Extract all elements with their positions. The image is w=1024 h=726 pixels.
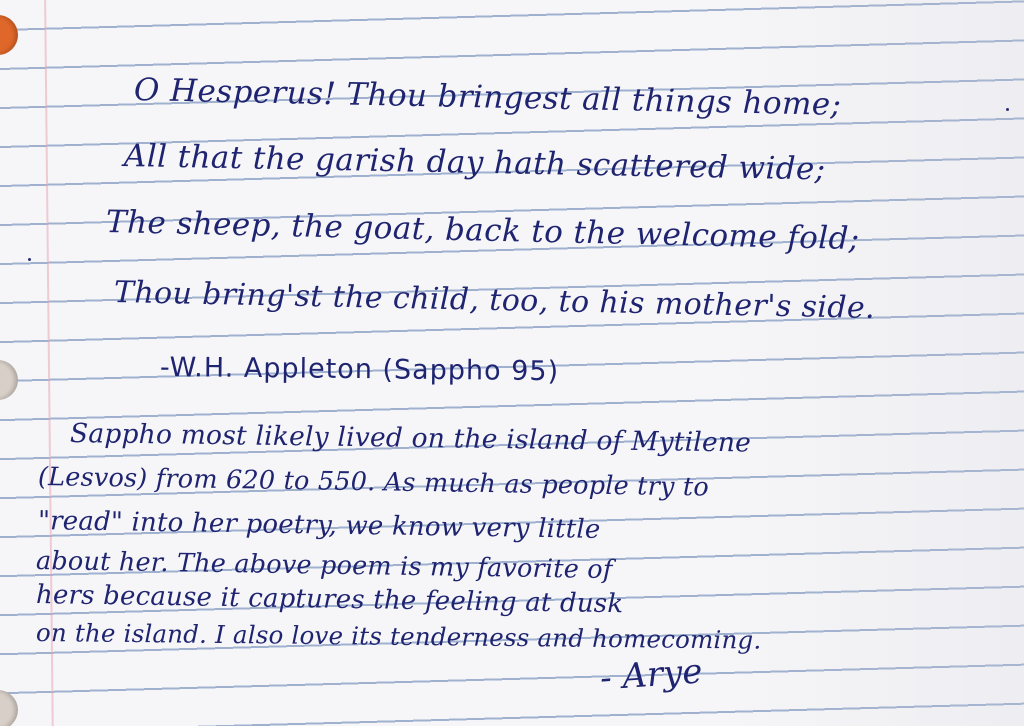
note-line-5: hers because it captures the feeling at dusk (35, 580, 624, 620)
poem-line-3: The sheep, the goat, back to the welcome fold; (105, 204, 861, 258)
binder-hole (0, 690, 18, 726)
poem-line-4: Thou bring'st the child, too, to his mother's side. (113, 275, 876, 326)
signature (599, 651, 704, 698)
binder-hole (0, 360, 18, 400)
binder-hole (0, 15, 18, 55)
ink-dot (1006, 108, 1009, 111)
ink-dot (28, 258, 31, 261)
poem-line-2: All that the garish day hath scattered wide; (123, 138, 826, 188)
poem-attribution: -W.H. Appleton (Sappho 95) (159, 352, 560, 388)
note-line-3: "read" into her poetry, we know very little (37, 506, 601, 545)
note-line-2: (Lesvos) from 620 to 550. As much as people try to (37, 462, 710, 503)
signature-text: - Arye (598, 651, 704, 699)
poem-line-1: O Hesperus! Thou bringest all things home; (133, 72, 842, 123)
margin-line (44, 0, 54, 726)
note-line-1: Sappho most likely lived on the island of Mytilene (69, 418, 752, 459)
note-line-6: on the island. I also love its tenderness and homecoming. (35, 618, 762, 655)
note-line-4: about her. The above poem is my favorite of (35, 546, 613, 586)
